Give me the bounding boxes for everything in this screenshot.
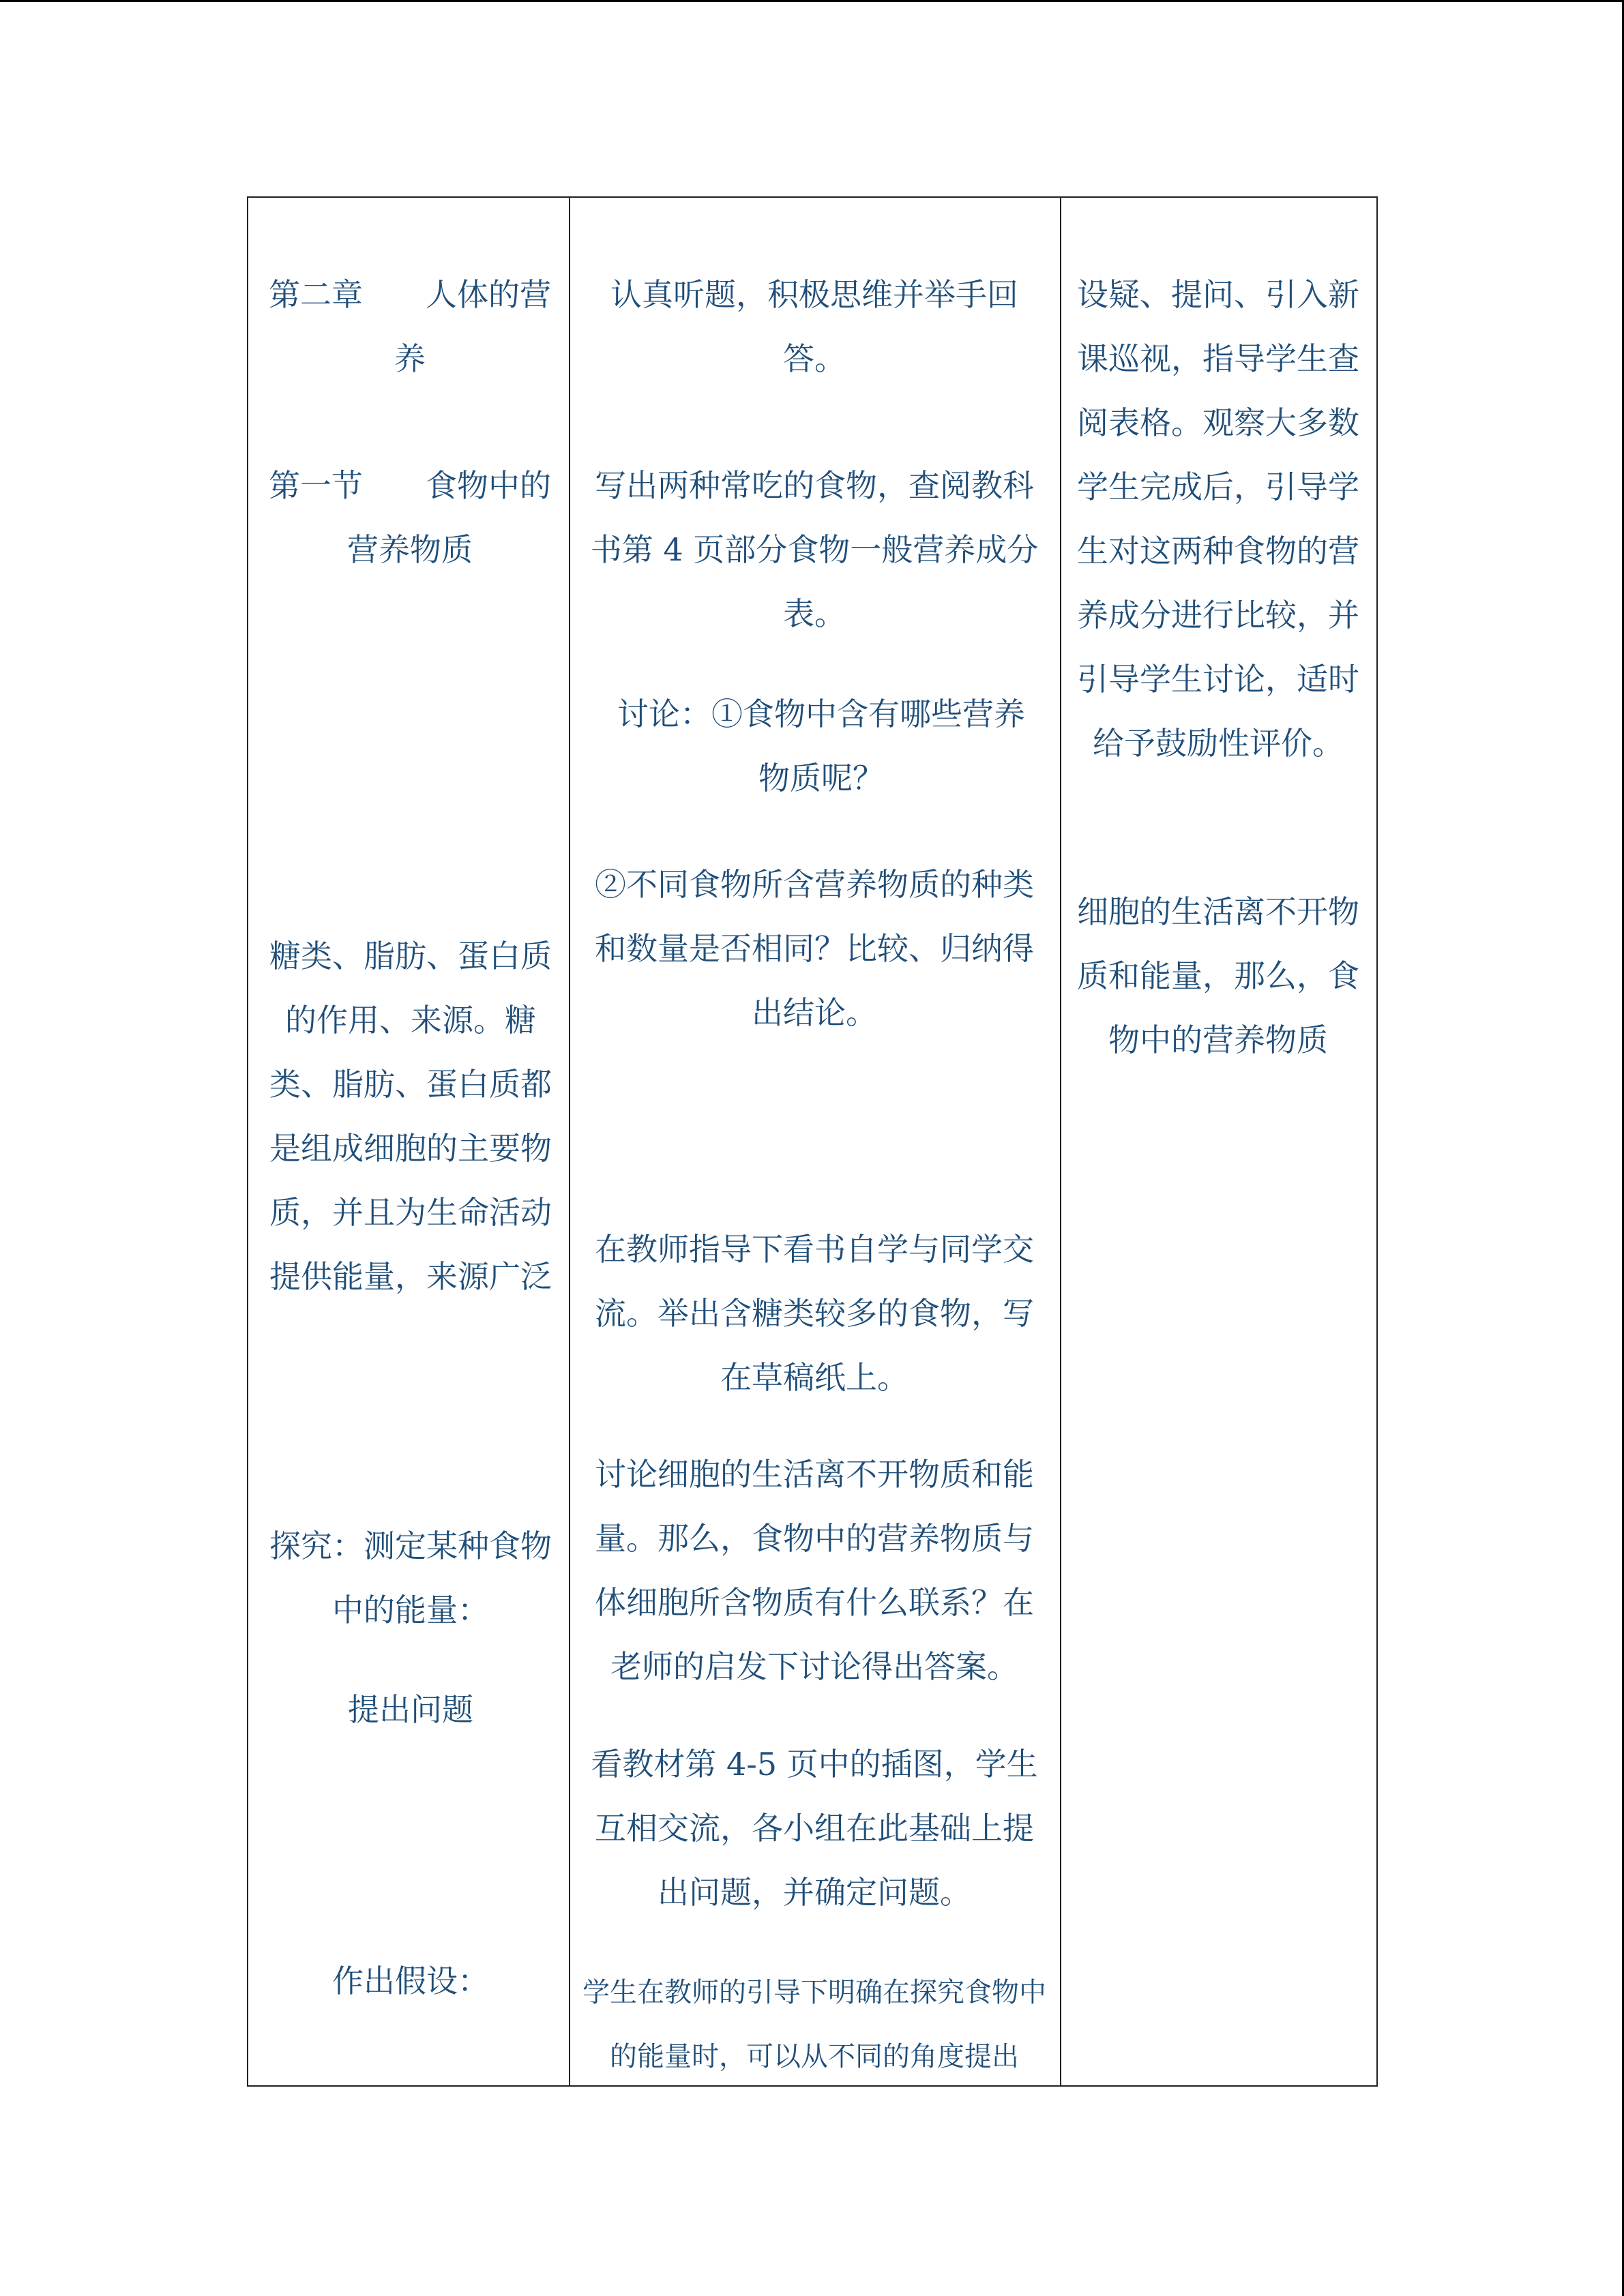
student-discuss-cells-text: 讨论细胞的生活离不开物质和能量。那么，食物中的营养物质与体细胞所含物质有什么联系？在老师的启发下讨论得出答案。 [595,1456,1034,1685]
student-view-figures-text: 看教材第 4-5 页中的插图，学生互相交流，各小组在此基础上提出问题，并确定问题。 [591,1746,1038,1911]
section-title: 第一节 食物中的营养物质 [269,467,551,568]
column-divider-1 [569,198,570,2085]
student-write-foods-text: 写出两种常吃的食物，查阅教科书第 4 页部分食物一般营养成分表。 [590,467,1039,632]
student-listen-text: 认真听题，积极思维并举手回答。 [610,276,1018,377]
ask-question-step: 提出问题 [348,1691,473,1728]
discussion-question-2: ②不同食物所含营养物质的种类和数量是否相同？比较、归纳得出结论。 [595,866,1034,1031]
teacher-guidance-text: 设疑、提问、引入新课巡视，指导学生查阅表格。观察大多数学生完成后，引导学生对这两种食物的营养成分进行比较，并引导学生讨论，适时给予鼓励性评价。 [1077,276,1359,762]
chapter-title: 第二章 人体的营养 [269,276,551,377]
inquiry-title: 探究：测定某种食物中的能量： [269,1527,552,1628]
column-divider-2 [1060,198,1061,2085]
lesson-plan-table [247,196,1378,2087]
student-self-study-text: 在教师指导下看书自学与同学交流。举出含糖类较多的食物，写在草稿纸上。 [595,1231,1034,1396]
discussion-question-1: 讨论：①食物中含有哪些营养物质呢？ [617,696,1025,796]
teacher-cells-need-text: 细胞的生活离不开物质和能量，那么，食物中的营养物质 [1077,893,1359,1058]
page-top-edge [0,0,1624,2]
hypothesis-step: 作出假设： [332,1963,489,1999]
student-hypothesis-guide-text: 学生在教师的引导下明确在探究食物中的能量时，可以从不同的角度提出 [582,1977,1046,2072]
nutrients-description: 糖类、脂肪、蛋白质的作用、来源。糖类、脂肪、蛋白质都是组成细胞的主要物质，并且为生命活动提供能量，来源广泛 [269,938,552,1295]
